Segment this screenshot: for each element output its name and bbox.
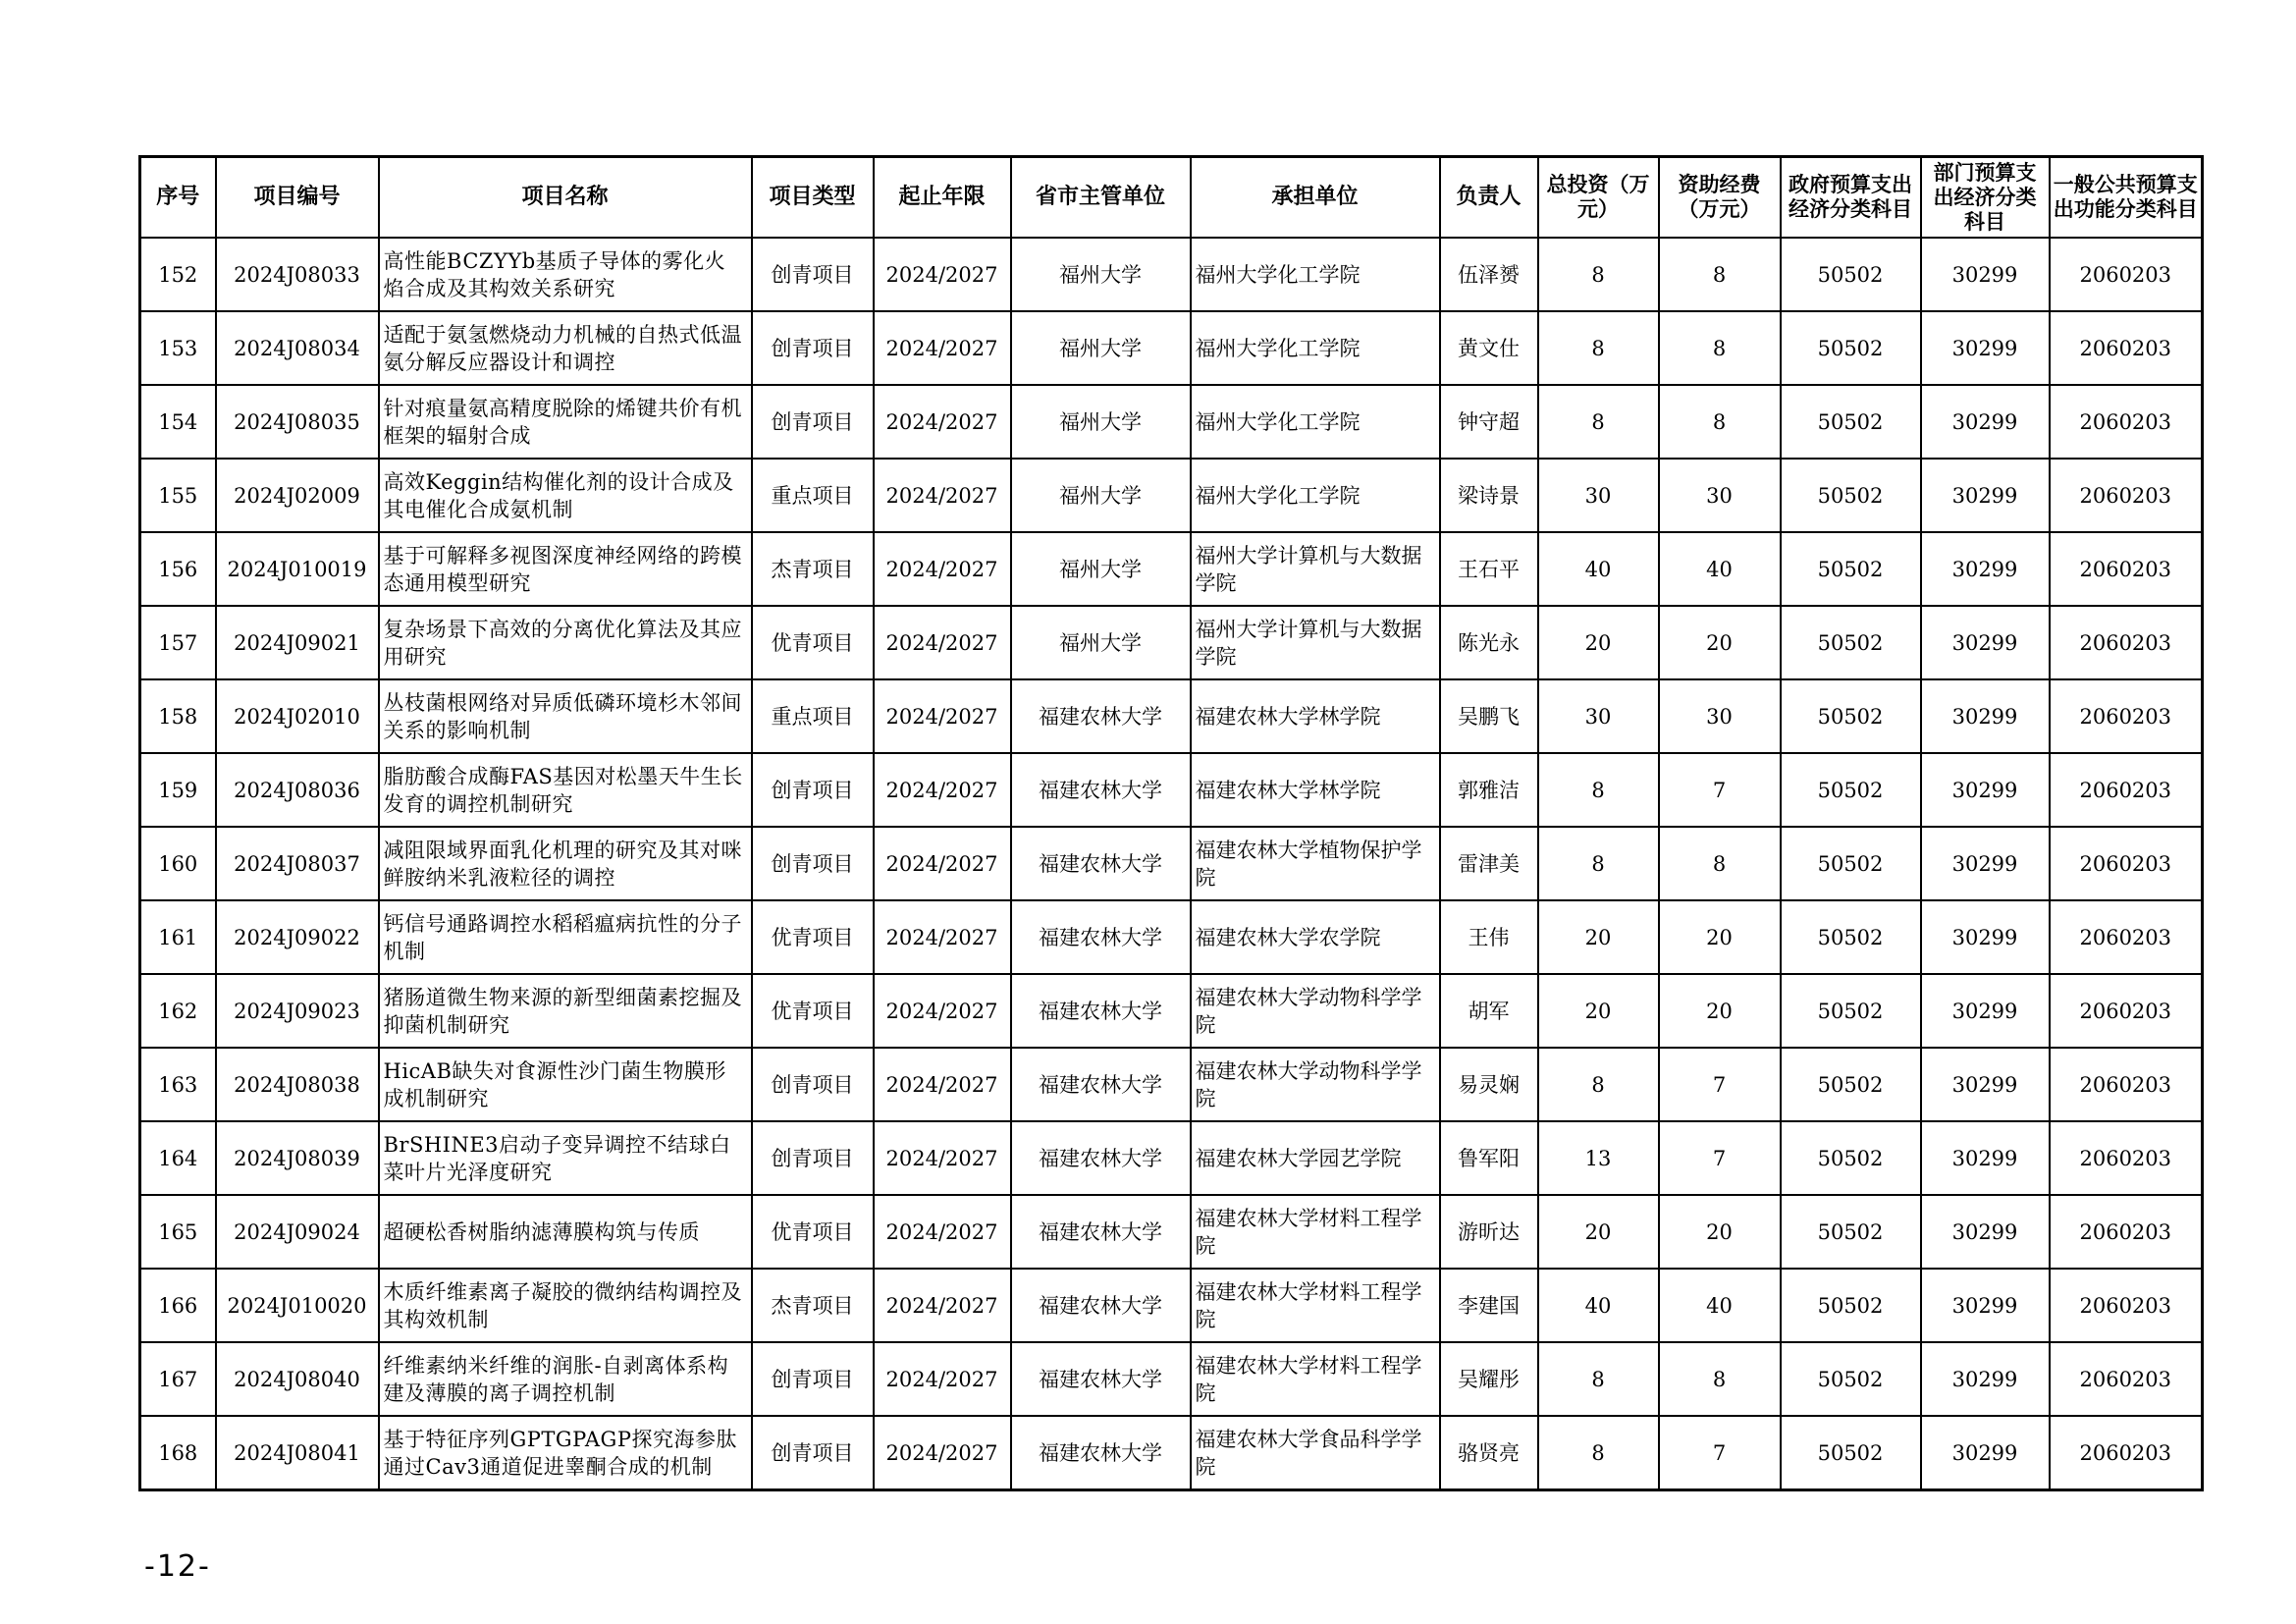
cell-funding: 8	[1659, 385, 1781, 459]
cell-gov-cat: 50502	[1781, 753, 1921, 827]
cell-dept-cat: 30299	[1921, 679, 2050, 753]
project-table	[138, 155, 2204, 1491]
cell-unit: 福建农林大学动物科学学院	[1191, 974, 1440, 1048]
cell-leader: 胡军	[1440, 974, 1538, 1048]
cell-gov-cat: 50502	[1781, 1416, 1921, 1490]
cell-func-cat: 2060203	[2050, 827, 2203, 900]
cell-unit: 福建农林大学材料工程学院	[1191, 1195, 1440, 1269]
cell-dept: 福建农林大学	[1011, 1195, 1191, 1269]
cell-dept: 福州大学	[1011, 238, 1191, 311]
cell-code: 2024J09023	[216, 974, 379, 1048]
cell-unit: 福州大学化工学院	[1191, 459, 1440, 532]
cell-unit: 福州大学化工学院	[1191, 311, 1440, 385]
cell-gov-cat: 50502	[1781, 238, 1921, 311]
cell-seq: 158	[140, 679, 216, 753]
cell-type: 重点项目	[752, 679, 874, 753]
header-funding: 资助经费（万元）	[1659, 157, 1781, 239]
cell-code: 2024J09024	[216, 1195, 379, 1269]
table-row	[140, 974, 2203, 1048]
cell-unit: 福州大学计算机与大数据学院	[1191, 606, 1440, 679]
cell-leader: 伍泽赟	[1440, 238, 1538, 311]
cell-func-cat: 2060203	[2050, 1121, 2203, 1195]
cell-gov-cat: 50502	[1781, 827, 1921, 900]
cell-unit: 福州大学计算机与大数据学院	[1191, 532, 1440, 606]
cell-code: 2024J02009	[216, 459, 379, 532]
cell-gov-cat: 50502	[1781, 1269, 1921, 1342]
cell-leader: 钟守超	[1440, 385, 1538, 459]
header-leader: 负责人	[1440, 157, 1538, 239]
cell-func-cat: 2060203	[2050, 753, 2203, 827]
cell-funding: 8	[1659, 827, 1781, 900]
cell-code: 2024J08033	[216, 238, 379, 311]
cell-gov-cat: 50502	[1781, 1121, 1921, 1195]
cell-code: 2024J09021	[216, 606, 379, 679]
cell-type: 创青项目	[752, 1342, 874, 1416]
cell-type: 创青项目	[752, 827, 874, 900]
cell-gov-cat: 50502	[1781, 1195, 1921, 1269]
cell-dept-cat: 30299	[1921, 606, 2050, 679]
cell-name: 高性能BCZYYb基质子导体的雾化火焰合成及其构效关系研究	[379, 238, 752, 311]
cell-name: 减阻限域界面乳化机理的研究及其对咪鲜胺纳米乳液粒径的调控	[379, 827, 752, 900]
cell-funding: 20	[1659, 606, 1781, 679]
cell-period: 2024/2027	[874, 238, 1011, 311]
cell-seq: 161	[140, 900, 216, 974]
table-row	[140, 679, 2203, 753]
cell-gov-cat: 50502	[1781, 311, 1921, 385]
table-row	[140, 1048, 2203, 1121]
cell-name: 基于可解释多视图深度神经网络的跨模态通用模型研究	[379, 532, 752, 606]
cell-funding: 20	[1659, 900, 1781, 974]
cell-period: 2024/2027	[874, 1342, 1011, 1416]
table-row	[140, 606, 2203, 679]
cell-dept-cat: 30299	[1921, 827, 2050, 900]
cell-leader: 黄文仕	[1440, 311, 1538, 385]
cell-period: 2024/2027	[874, 532, 1011, 606]
cell-leader: 游昕达	[1440, 1195, 1538, 1269]
cell-unit: 福建农林大学动物科学学院	[1191, 1048, 1440, 1121]
table-row	[140, 753, 2203, 827]
cell-dept: 福州大学	[1011, 385, 1191, 459]
table-row	[140, 900, 2203, 974]
table-row	[140, 311, 2203, 385]
cell-unit: 福建农林大学材料工程学院	[1191, 1342, 1440, 1416]
cell-dept: 福建农林大学	[1011, 1048, 1191, 1121]
header-name: 项目名称	[379, 157, 752, 239]
cell-leader: 雷津美	[1440, 827, 1538, 900]
header-code: 项目编号	[216, 157, 379, 239]
cell-name: 基于特征序列GPTGPAGP探究海参肽通过Cav3通道促进睾酮合成的机制	[379, 1416, 752, 1490]
cell-type: 优青项目	[752, 900, 874, 974]
header-period: 起止年限	[874, 157, 1011, 239]
cell-dept: 福建农林大学	[1011, 1121, 1191, 1195]
cell-funding: 30	[1659, 679, 1781, 753]
cell-period: 2024/2027	[874, 606, 1011, 679]
cell-func-cat: 2060203	[2050, 1195, 2203, 1269]
cell-seq: 167	[140, 1342, 216, 1416]
cell-period: 2024/2027	[874, 679, 1011, 753]
cell-period: 2024/2027	[874, 1195, 1011, 1269]
table-row	[140, 1342, 2203, 1416]
cell-type: 创青项目	[752, 1416, 874, 1490]
cell-period: 2024/2027	[874, 1121, 1011, 1195]
cell-leader: 陈光永	[1440, 606, 1538, 679]
cell-dept-cat: 30299	[1921, 532, 2050, 606]
cell-dept-cat: 30299	[1921, 1416, 2050, 1490]
cell-type: 优青项目	[752, 606, 874, 679]
table-row	[140, 238, 2203, 311]
cell-seq: 159	[140, 753, 216, 827]
cell-funding: 7	[1659, 1416, 1781, 1490]
cell-dept-cat: 30299	[1921, 753, 2050, 827]
cell-dept-cat: 30299	[1921, 1269, 2050, 1342]
cell-type: 创青项目	[752, 1121, 874, 1195]
cell-func-cat: 2060203	[2050, 974, 2203, 1048]
cell-total: 20	[1538, 1195, 1659, 1269]
cell-total: 8	[1538, 311, 1659, 385]
cell-total: 20	[1538, 974, 1659, 1048]
cell-dept-cat: 30299	[1921, 1195, 2050, 1269]
table-row	[140, 532, 2203, 606]
cell-dept: 福建农林大学	[1011, 753, 1191, 827]
cell-total: 30	[1538, 679, 1659, 753]
cell-unit: 福建农林大学园艺学院	[1191, 1121, 1440, 1195]
cell-dept: 福州大学	[1011, 606, 1191, 679]
cell-leader: 吴鹏飞	[1440, 679, 1538, 753]
cell-name: 丛枝菌根网络对异质低磷环境杉木邻间关系的影响机制	[379, 679, 752, 753]
cell-seq: 163	[140, 1048, 216, 1121]
cell-type: 创青项目	[752, 753, 874, 827]
cell-total: 40	[1538, 532, 1659, 606]
cell-type: 优青项目	[752, 1195, 874, 1269]
cell-leader: 王石平	[1440, 532, 1538, 606]
cell-func-cat: 2060203	[2050, 1416, 2203, 1490]
table-row	[140, 1416, 2203, 1490]
cell-unit: 福州大学化工学院	[1191, 238, 1440, 311]
cell-type: 创青项目	[752, 385, 874, 459]
cell-type: 创青项目	[752, 238, 874, 311]
cell-name: 针对痕量氨高精度脱除的烯键共价有机框架的辐射合成	[379, 385, 752, 459]
cell-func-cat: 2060203	[2050, 1269, 2203, 1342]
cell-seq: 152	[140, 238, 216, 311]
cell-gov-cat: 50502	[1781, 532, 1921, 606]
cell-code: 2024J010019	[216, 532, 379, 606]
cell-code: 2024J010020	[216, 1269, 379, 1342]
cell-dept: 福建农林大学	[1011, 679, 1191, 753]
cell-code: 2024J08037	[216, 827, 379, 900]
cell-seq: 156	[140, 532, 216, 606]
cell-period: 2024/2027	[874, 385, 1011, 459]
cell-gov-cat: 50502	[1781, 385, 1921, 459]
header-func-cat: 一般公共预算支出功能分类科目	[2050, 157, 2203, 239]
cell-funding: 7	[1659, 1121, 1781, 1195]
cell-gov-cat: 50502	[1781, 900, 1921, 974]
cell-leader: 李建国	[1440, 1269, 1538, 1342]
cell-seq: 153	[140, 311, 216, 385]
cell-name: 纤维素纳米纤维的润胀-自剥离体系构建及薄膜的离子调控机制	[379, 1342, 752, 1416]
cell-dept: 福建农林大学	[1011, 1416, 1191, 1490]
cell-dept: 福建农林大学	[1011, 1342, 1191, 1416]
cell-name: 猪肠道微生物来源的新型细菌素挖掘及抑菌机制研究	[379, 974, 752, 1048]
cell-name: HicAB缺失对食源性沙门菌生物膜形成机制研究	[379, 1048, 752, 1121]
cell-func-cat: 2060203	[2050, 238, 2203, 311]
cell-seq: 166	[140, 1269, 216, 1342]
table-row	[140, 1195, 2203, 1269]
cell-leader: 王伟	[1440, 900, 1538, 974]
cell-name: 木质纤维素离子凝胶的微纳结构调控及其构效机制	[379, 1269, 752, 1342]
cell-code: 2024J08038	[216, 1048, 379, 1121]
cell-code: 2024J08034	[216, 311, 379, 385]
table-row	[140, 827, 2203, 900]
cell-seq: 154	[140, 385, 216, 459]
cell-gov-cat: 50502	[1781, 1048, 1921, 1121]
table-row	[140, 385, 2203, 459]
cell-code: 2024J08039	[216, 1121, 379, 1195]
cell-total: 30	[1538, 459, 1659, 532]
cell-dept-cat: 30299	[1921, 1048, 2050, 1121]
cell-funding: 7	[1659, 1048, 1781, 1121]
cell-leader: 易灵娴	[1440, 1048, 1538, 1121]
cell-code: 2024J08041	[216, 1416, 379, 1490]
cell-gov-cat: 50502	[1781, 606, 1921, 679]
cell-dept: 福州大学	[1011, 459, 1191, 532]
cell-dept-cat: 30299	[1921, 385, 2050, 459]
header-dept-cat: 部门预算支出经济分类科目	[1921, 157, 2050, 239]
table-body	[140, 238, 2203, 1490]
cell-funding: 8	[1659, 1342, 1781, 1416]
cell-dept-cat: 30299	[1921, 974, 2050, 1048]
header-unit: 承担单位	[1191, 157, 1440, 239]
cell-func-cat: 2060203	[2050, 900, 2203, 974]
cell-dept-cat: 30299	[1921, 1121, 2050, 1195]
cell-type: 杰青项目	[752, 1269, 874, 1342]
cell-func-cat: 2060203	[2050, 1342, 2203, 1416]
cell-dept: 福州大学	[1011, 532, 1191, 606]
cell-type: 创青项目	[752, 1048, 874, 1121]
cell-funding: 40	[1659, 532, 1781, 606]
cell-total: 8	[1538, 753, 1659, 827]
cell-unit: 福建农林大学植物保护学院	[1191, 827, 1440, 900]
cell-seq: 162	[140, 974, 216, 1048]
cell-total: 8	[1538, 1048, 1659, 1121]
cell-unit: 福州大学化工学院	[1191, 385, 1440, 459]
cell-code: 2024J02010	[216, 679, 379, 753]
cell-funding: 40	[1659, 1269, 1781, 1342]
cell-func-cat: 2060203	[2050, 1048, 2203, 1121]
cell-funding: 7	[1659, 753, 1781, 827]
cell-total: 8	[1538, 1416, 1659, 1490]
cell-period: 2024/2027	[874, 1269, 1011, 1342]
cell-unit: 福建农林大学林学院	[1191, 679, 1440, 753]
table-row	[140, 459, 2203, 532]
cell-leader: 鲁军阳	[1440, 1121, 1538, 1195]
cell-period: 2024/2027	[874, 1048, 1011, 1121]
cell-period: 2024/2027	[874, 753, 1011, 827]
cell-period: 2024/2027	[874, 900, 1011, 974]
cell-func-cat: 2060203	[2050, 606, 2203, 679]
cell-dept: 福建农林大学	[1011, 900, 1191, 974]
cell-func-cat: 2060203	[2050, 385, 2203, 459]
cell-code: 2024J08040	[216, 1342, 379, 1416]
cell-dept: 福建农林大学	[1011, 974, 1191, 1048]
cell-seq: 155	[140, 459, 216, 532]
cell-total: 8	[1538, 827, 1659, 900]
cell-total: 20	[1538, 900, 1659, 974]
cell-type: 创青项目	[752, 311, 874, 385]
cell-unit: 福建农林大学食品科学学院	[1191, 1416, 1440, 1490]
header-gov-cat: 政府预算支出经济分类科目	[1781, 157, 1921, 239]
cell-total: 8	[1538, 385, 1659, 459]
cell-name: 适配于氨氢燃烧动力机械的自热式低温氨分解反应器设计和调控	[379, 311, 752, 385]
cell-total: 8	[1538, 1342, 1659, 1416]
cell-name: 钙信号通路调控水稻稻瘟病抗性的分子机制	[379, 900, 752, 974]
cell-seq: 168	[140, 1416, 216, 1490]
cell-seq: 165	[140, 1195, 216, 1269]
table-header-row	[140, 157, 2203, 239]
cell-code: 2024J09022	[216, 900, 379, 974]
cell-dept: 福建农林大学	[1011, 827, 1191, 900]
header-type: 项目类型	[752, 157, 874, 239]
cell-period: 2024/2027	[874, 827, 1011, 900]
cell-dept-cat: 30299	[1921, 1342, 2050, 1416]
cell-funding: 30	[1659, 459, 1781, 532]
cell-func-cat: 2060203	[2050, 679, 2203, 753]
header-dept: 省市主管单位	[1011, 157, 1191, 239]
table-row	[140, 1121, 2203, 1195]
cell-funding: 20	[1659, 1195, 1781, 1269]
cell-seq: 164	[140, 1121, 216, 1195]
page-number: -12-	[144, 1549, 211, 1584]
cell-funding: 20	[1659, 974, 1781, 1048]
cell-total: 20	[1538, 606, 1659, 679]
cell-dept-cat: 30299	[1921, 238, 2050, 311]
cell-code: 2024J08036	[216, 753, 379, 827]
cell-unit: 福建农林大学材料工程学院	[1191, 1269, 1440, 1342]
cell-code: 2024J08035	[216, 385, 379, 459]
header-seq: 序号	[140, 157, 216, 239]
cell-type: 重点项目	[752, 459, 874, 532]
cell-total: 8	[1538, 238, 1659, 311]
cell-gov-cat: 50502	[1781, 974, 1921, 1048]
cell-unit: 福建农林大学林学院	[1191, 753, 1440, 827]
cell-period: 2024/2027	[874, 311, 1011, 385]
cell-gov-cat: 50502	[1781, 679, 1921, 753]
cell-seq: 160	[140, 827, 216, 900]
cell-period: 2024/2027	[874, 974, 1011, 1048]
cell-leader: 吴耀彤	[1440, 1342, 1538, 1416]
cell-name: 复杂场景下高效的分离优化算法及其应用研究	[379, 606, 752, 679]
cell-name: 超硬松香树脂纳滤薄膜构筑与传质	[379, 1195, 752, 1269]
cell-dept-cat: 30299	[1921, 459, 2050, 532]
cell-name: 高效Keggin结构催化剂的设计合成及其电催化合成氨机制	[379, 459, 752, 532]
header-total: 总投资（万元）	[1538, 157, 1659, 239]
cell-seq: 157	[140, 606, 216, 679]
table-row	[140, 1269, 2203, 1342]
cell-type: 杰青项目	[752, 532, 874, 606]
cell-dept: 福建农林大学	[1011, 1269, 1191, 1342]
cell-dept-cat: 30299	[1921, 900, 2050, 974]
cell-period: 2024/2027	[874, 459, 1011, 532]
cell-leader: 梁诗景	[1440, 459, 1538, 532]
cell-dept: 福州大学	[1011, 311, 1191, 385]
cell-funding: 8	[1659, 238, 1781, 311]
cell-dept-cat: 30299	[1921, 311, 2050, 385]
cell-funding: 8	[1659, 311, 1781, 385]
cell-leader: 郭雅洁	[1440, 753, 1538, 827]
cell-type: 优青项目	[752, 974, 874, 1048]
cell-name: BrSHINE3启动子变异调控不结球白菜叶片光泽度研究	[379, 1121, 752, 1195]
cell-unit: 福建农林大学农学院	[1191, 900, 1440, 974]
cell-func-cat: 2060203	[2050, 532, 2203, 606]
cell-period: 2024/2027	[874, 1416, 1011, 1490]
cell-total: 13	[1538, 1121, 1659, 1195]
cell-func-cat: 2060203	[2050, 311, 2203, 385]
cell-total: 40	[1538, 1269, 1659, 1342]
cell-func-cat: 2060203	[2050, 459, 2203, 532]
cell-gov-cat: 50502	[1781, 1342, 1921, 1416]
cell-leader: 骆贤亮	[1440, 1416, 1538, 1490]
cell-gov-cat: 50502	[1781, 459, 1921, 532]
cell-name: 脂肪酸合成酶FAS基因对松墨天牛生长发育的调控机制研究	[379, 753, 752, 827]
